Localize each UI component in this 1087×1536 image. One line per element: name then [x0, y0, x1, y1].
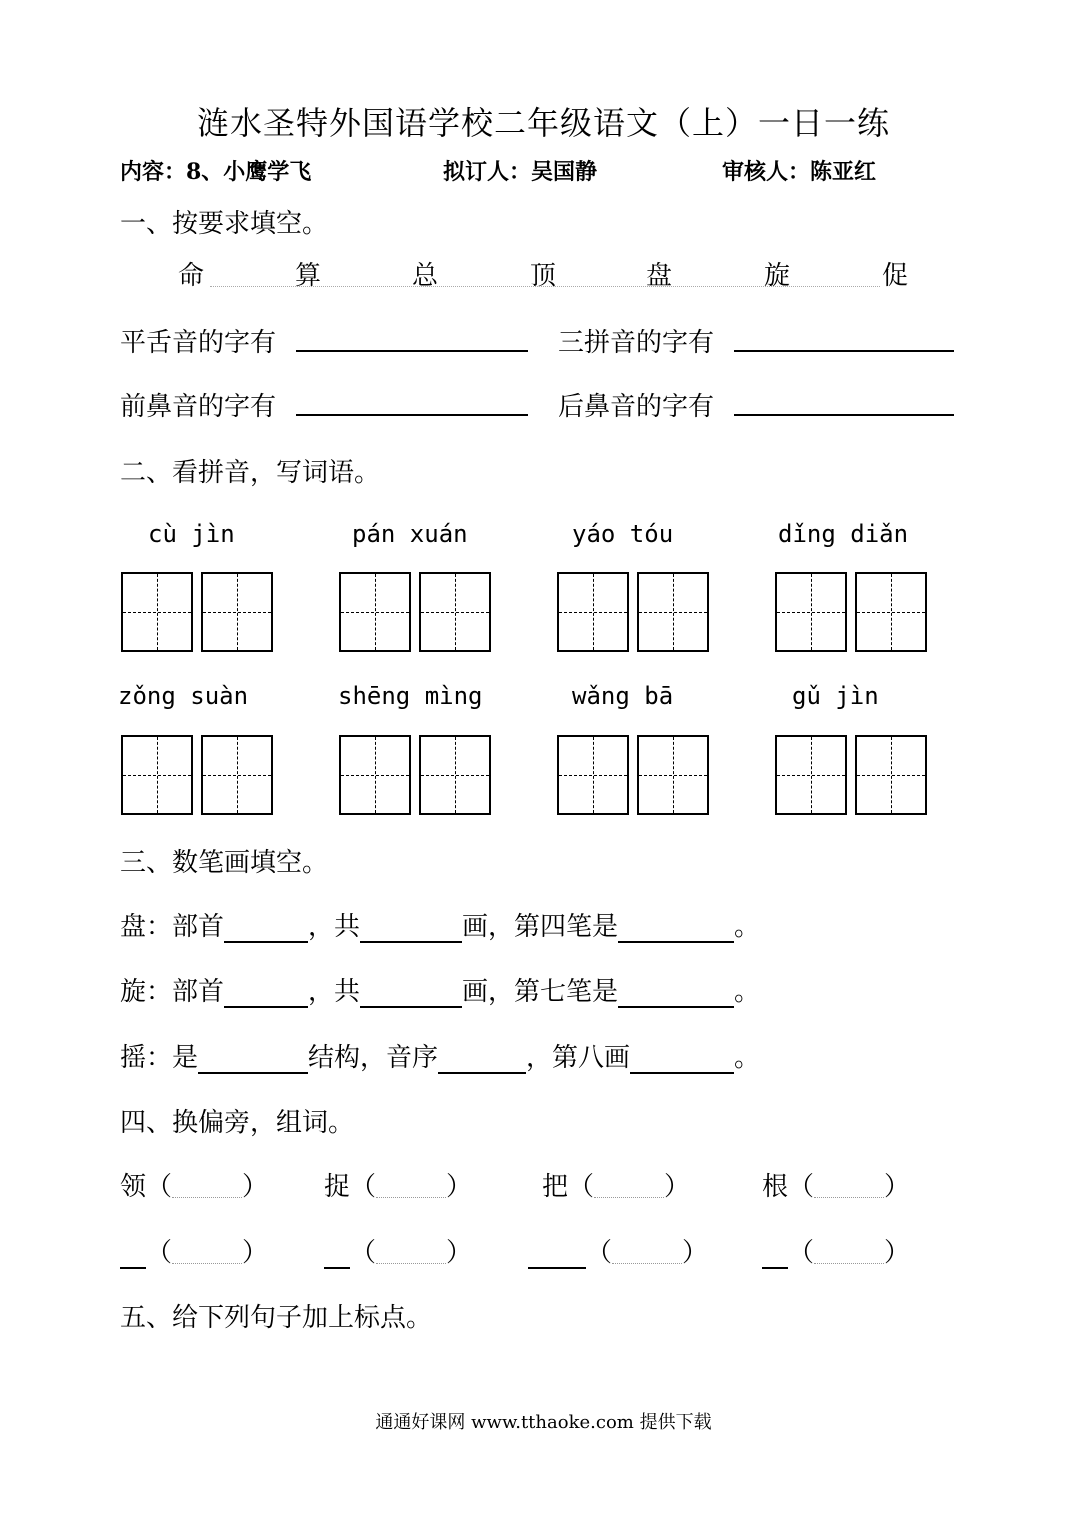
writing-grid-cell[interactable]	[121, 572, 193, 652]
close-paren: ）	[446, 1238, 473, 1268]
writing-grid-cell[interactable]	[637, 572, 709, 652]
q-three-pinyin: 三拼音的字有	[558, 328, 715, 358]
close-paren: ）	[884, 1238, 911, 1268]
pinyin-2: pán xuán	[352, 520, 468, 548]
radical-char: 把	[542, 1172, 569, 1202]
radical-char: 捉	[324, 1172, 351, 1202]
answer-line[interactable]	[296, 414, 528, 416]
open-paren: （	[146, 1172, 173, 1202]
new-word-item-4	[762, 1232, 910, 1269]
open-paren: （	[568, 1172, 595, 1202]
reviewer-label: 审核人：陈亚红	[722, 159, 877, 185]
radical-char: 根	[762, 1172, 789, 1202]
char-1: 命	[178, 261, 205, 291]
stroke-row-pan	[120, 906, 760, 943]
writing-grid-cell[interactable]	[637, 735, 709, 815]
answer-space[interactable]	[814, 1245, 884, 1264]
q-back-nasal: 后鼻音的字有	[558, 392, 715, 422]
radical-item-2	[324, 1166, 472, 1203]
pan-fourth-stroke-label: 画，第四笔是	[462, 912, 619, 942]
open-paren: （	[788, 1172, 815, 1202]
writing-grid-cell[interactable]	[557, 572, 629, 652]
writing-grid-cell[interactable]	[557, 735, 629, 815]
open-paren: （	[146, 1238, 173, 1268]
char-4: 顶	[530, 261, 557, 291]
radical-char: 领	[120, 1172, 147, 1202]
writing-grid-cell[interactable]	[855, 572, 927, 652]
footer-source: 通通好课网 www.tthaoke.com 提供下载	[375, 1412, 712, 1433]
answer-line[interactable]	[630, 1046, 734, 1074]
answer-line[interactable]	[324, 1241, 350, 1269]
answer-space[interactable]	[172, 1179, 242, 1198]
xuan-end: 。	[734, 977, 761, 1007]
pinyin-8: gǔ jìn	[792, 682, 879, 710]
section-4-heading: 四、换偏旁，组词。	[120, 1108, 355, 1138]
pinyin-1: cù jìn	[148, 520, 235, 548]
writing-grid-cell[interactable]	[121, 735, 193, 815]
answer-line[interactable]	[224, 915, 308, 943]
char-3: 总	[412, 261, 439, 291]
pan-radical-label: 盘：部首	[120, 912, 225, 942]
radical-item-3	[542, 1166, 690, 1203]
open-paren: （	[586, 1238, 613, 1268]
xuan-total-label: ，共	[308, 977, 361, 1007]
answer-space[interactable]	[172, 1245, 242, 1264]
section-3-heading: 三、数笔画填空。	[120, 848, 329, 878]
yao-order-label: 结构，音序	[308, 1043, 439, 1073]
writing-grid-cell[interactable]	[419, 735, 491, 815]
yao-eighth-label: ，第八画	[526, 1043, 631, 1073]
pan-total-label: ，共	[308, 912, 361, 942]
char-2: 算	[295, 261, 322, 291]
answer-space[interactable]	[814, 1179, 884, 1198]
stroke-row-xuan	[120, 971, 760, 1008]
writing-grid-cell[interactable]	[339, 735, 411, 815]
answer-space[interactable]	[376, 1245, 446, 1264]
stroke-row-yao	[120, 1037, 760, 1074]
new-word-item-2	[324, 1232, 472, 1269]
q-front-nasal: 前鼻音的字有	[120, 392, 277, 422]
answer-line[interactable]	[120, 1241, 146, 1269]
new-word-item-1	[120, 1232, 268, 1269]
answer-space[interactable]	[376, 1179, 446, 1198]
yao-end: 。	[734, 1043, 761, 1073]
char-6: 旋	[764, 261, 791, 291]
answer-line[interactable]	[618, 980, 734, 1008]
pinyin-6: shēng mìng	[338, 682, 483, 710]
close-paren: ）	[446, 1172, 473, 1202]
answer-line[interactable]	[360, 980, 462, 1008]
pinyin-7: wǎng bā	[572, 682, 674, 710]
answer-line[interactable]	[618, 915, 734, 943]
section-2-heading: 二、看拼音，写词语。	[120, 458, 381, 488]
drafter-label: 拟订人：吴国静	[443, 159, 598, 185]
answer-line[interactable]	[734, 414, 954, 416]
answer-line[interactable]	[762, 1241, 788, 1269]
pan-end: 。	[734, 912, 761, 942]
writing-grid-cell[interactable]	[201, 572, 273, 652]
open-paren: （	[350, 1238, 377, 1268]
answer-line[interactable]	[438, 1046, 526, 1074]
section-1-heading: 一、按要求填空。	[120, 209, 329, 239]
radical-item-4	[762, 1166, 910, 1203]
radical-item-1	[120, 1166, 268, 1203]
pinyin-4: dǐng diǎn	[778, 520, 909, 548]
content-label: 内容：8、小鹰学飞	[120, 159, 312, 185]
writing-grid-cell[interactable]	[201, 735, 273, 815]
open-paren: （	[788, 1238, 815, 1268]
answer-space[interactable]	[594, 1179, 664, 1198]
close-paren: ）	[664, 1172, 691, 1202]
close-paren: ）	[242, 1172, 269, 1202]
answer-line[interactable]	[734, 350, 954, 352]
answer-line[interactable]	[528, 1241, 586, 1269]
q-flat-tongue: 平舌音的字有	[120, 328, 277, 358]
answer-line[interactable]	[360, 915, 462, 943]
writing-grid-cell[interactable]	[419, 572, 491, 652]
yao-structure-label: 摇：是	[120, 1043, 199, 1073]
xuan-radical-label: 旋：部首	[120, 977, 225, 1007]
writing-grid-cell[interactable]	[339, 572, 411, 652]
pinyin-5: zǒng suàn	[118, 682, 249, 710]
close-paren: ）	[682, 1238, 709, 1268]
writing-grid-cell[interactable]	[775, 572, 847, 652]
answer-line[interactable]	[296, 350, 528, 352]
char-7: 促	[882, 261, 909, 291]
answer-space[interactable]	[612, 1245, 682, 1264]
answer-line[interactable]	[224, 980, 308, 1008]
page-title: 涟水圣特外国语学校二年级语文（上）一日一练	[196, 104, 890, 142]
char-5: 盘	[646, 261, 673, 291]
close-paren: ）	[884, 1172, 911, 1202]
char-dotted-line	[210, 286, 880, 287]
writing-grid-cell[interactable]	[855, 735, 927, 815]
xuan-seventh-stroke-label: 画，第七笔是	[462, 977, 619, 1007]
close-paren: ）	[242, 1238, 269, 1268]
pinyin-3: yáo tóu	[572, 520, 674, 548]
writing-grid-cell[interactable]	[775, 735, 847, 815]
open-paren: （	[350, 1172, 377, 1202]
new-word-item-3	[528, 1232, 708, 1269]
answer-line[interactable]	[198, 1046, 308, 1074]
section-5-heading: 五、给下列句子加上标点。	[120, 1303, 433, 1333]
